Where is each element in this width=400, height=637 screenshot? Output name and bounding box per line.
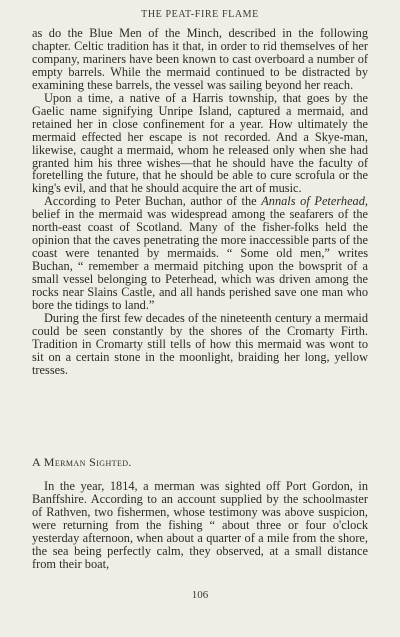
buchan-text-before: According to Peter Buchan, author of the (44, 194, 262, 209)
buchan-text-after: belief in the mermaid was widespread among the seafarers of the north-east coast of Scotland. Many of the fisher-folks held the opinion that the caves penetrating the more inaccessible parts of the coast were tenanted by mermaids. “ Some old men,” writes Buchan, “ remember a mermaid pitching upon the bowsprit of a small vessel belonging to Peterhead, which was driven among the rocks near Slains Castle, and all hands perished save one man who bore the tidings to land.” (32, 207, 368, 313)
paragraph-harris: Upon a time, a native of a Harris township, that goes by the Gaelic name signifying Unripe Island, captured a mermaid, and retained her in close confinement for a year. How ultimately the mermaid effected her escape is not recorded. And a Skye-man, likewise, caught a mermaid, whom he released only when she had granted him his three wishes—that he should have the faculty of foretelling the future, that he should be able to cure scrofula or the king's evil, and that he should acquire the art of music. (32, 90, 368, 196)
book-title: Annals of Peterhead, (261, 194, 368, 209)
main-text (32, 27, 368, 377)
paragraph-continuation: as do the Blue Men of the Minch, described in the following chapter. Celtic tradition has it that, in order to rid themselves of her company, mariners have been known to cast overboard a number of empty barrels. While the mermaid continued to be distracted by examining these barrels, the vessel was sailing beyond her reach. (32, 26, 368, 92)
section-heading: A Merman Sighted. (32, 455, 132, 469)
page-number: 106 (191, 589, 209, 601)
paragraph-cromarty: During the first few decades of the nineteenth century a mermaid could be seen constantly by the shores of the Cromarty Firth. Tradition in Cromarty still tells of how this mermaid was wont to sit on a certain stone in the moonlight, braiding her long, yellow tresses. (32, 310, 368, 377)
section-text (32, 480, 368, 571)
paragraph-merman: In the year, 1814, a merman was sighted off Port Gordon, in Banffshire. According to an account supplied by the schoolmaster of Rathven, two fishermen, whose testimony was above suspicion, were returning from the fishing “ about three or four o'clock yesterday afternoon, when about a quarter of a mile from the shore, the sea being perfectly calm, they observed, at a small distance from their boat, (32, 479, 368, 571)
running-head: THE PEAT-FIRE FLAME (141, 9, 259, 20)
paragraph-buchan (32, 195, 368, 312)
